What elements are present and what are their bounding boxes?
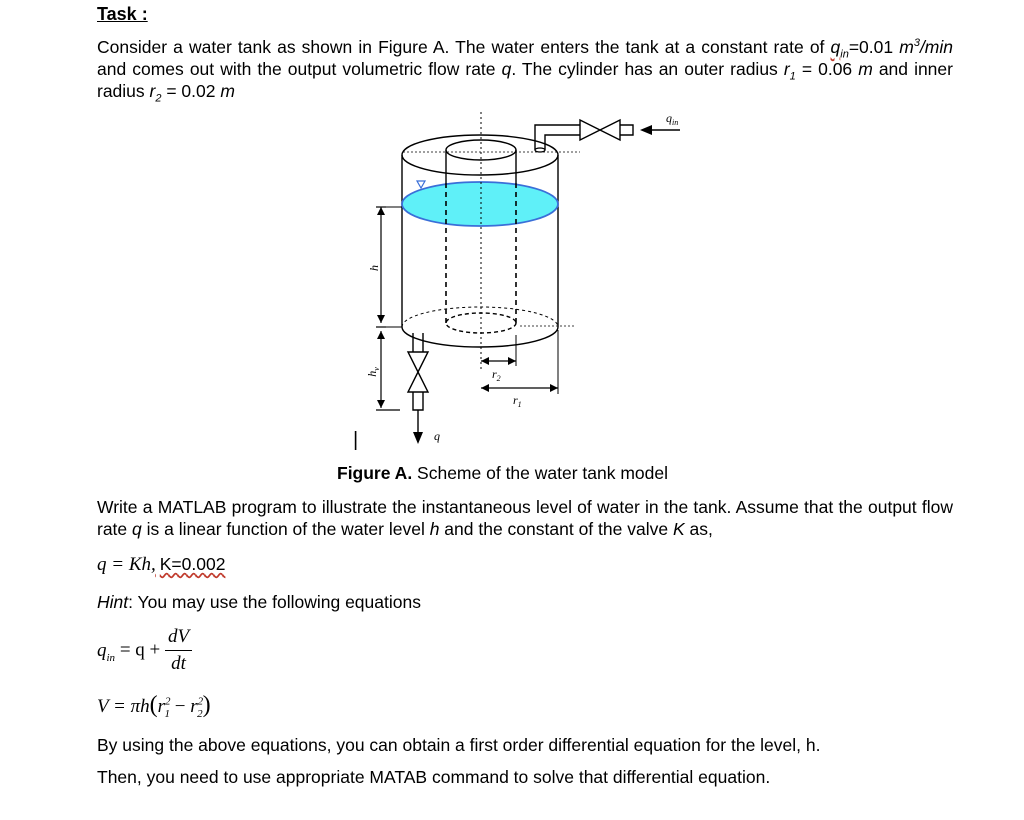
inlet-pipe-end: [620, 125, 633, 135]
tank-bottom-front: [402, 327, 558, 347]
qin-symbol: $q_{in}$: [830, 37, 849, 61]
program-text-1: Write a MATLAB program to illustrate the instantaneous level of water in the tank. Assume that the output flow rate: [97, 497, 953, 539]
program-text-4: as,: [684, 519, 713, 539]
r1-arrow-left: [481, 384, 489, 392]
eq1-separator: ,: [151, 554, 156, 575]
label-q-out: q: [434, 429, 440, 443]
hint-label: Hint: [97, 592, 129, 612]
inlet-valve: [580, 120, 620, 140]
intro-text-4: . The cylinder has an outer radius: [511, 59, 784, 79]
program-text-2: is a linear function of the water level: [141, 519, 430, 539]
eq2-mid: = q +: [115, 639, 165, 661]
r2-arrow-left: [481, 357, 489, 365]
unit-m-2: m: [220, 81, 235, 101]
intro-text-3: and comes out with the output volumetric flow rate: [97, 59, 502, 79]
tank-bottom-back: [402, 307, 558, 327]
hint-line: [97, 591, 421, 613]
eq3-lhs: V = πh: [97, 696, 150, 717]
label-r1: $r_1$: [513, 393, 522, 409]
program-text-3: and the constant of the valve: [439, 519, 673, 539]
eq1-k-value: K=0.002: [159, 554, 226, 574]
intro-paragraph: [97, 36, 953, 105]
hv-arrow-top: [377, 331, 385, 339]
figure-marker: |: [353, 429, 359, 451]
inlet-arrow-head: [640, 125, 652, 135]
eq3-r2: $r^2_2$: [190, 695, 204, 720]
program-paragraph: [97, 496, 953, 540]
outlet-arrow-head: [413, 432, 423, 444]
label-hv: $h_v$: [365, 367, 381, 377]
eq1-rhs: = Kh: [106, 554, 151, 575]
intro-text-5: = 0.06: [795, 59, 859, 79]
equation-q-kh: [97, 552, 225, 577]
figure-caption-text: Scheme of the water tank model: [412, 463, 669, 483]
eq3-minus: −: [170, 696, 191, 717]
outlet-valve: [408, 352, 428, 392]
k-symbol: K: [672, 519, 685, 539]
unit-m-1: m: [858, 59, 873, 79]
r1-arrow-right: [550, 384, 558, 392]
equation-volume: [97, 692, 211, 720]
q-symbol: q: [501, 59, 512, 79]
eq3-open-paren: (: [149, 692, 158, 718]
eq1-lhs: q: [97, 554, 107, 575]
eq2-fraction: [165, 626, 192, 675]
label-h: h: [367, 265, 381, 271]
r2-arrow-right: [508, 357, 516, 365]
flow-unit: $m^3/\min$: [899, 37, 953, 57]
intro-text-1: Consider a water tank as shown in Figure A. The water enters the tank at a constant rate of: [97, 37, 831, 57]
hint-text: : You may use the following equations: [128, 592, 421, 612]
equation-mass-balance: [97, 626, 192, 675]
intro-text-6: and inner radius: [97, 59, 953, 101]
figure-caption: [337, 462, 668, 484]
water-level-marker: [417, 181, 425, 188]
closing-line-2: Then, you need to use appropriate MATAB command to solve that differential equation.: [97, 767, 771, 787]
label-r2: $r_2$: [492, 367, 501, 383]
label-qin: $q_{in}$: [666, 111, 679, 127]
h-symbol: h: [429, 519, 440, 539]
r2-symbol: $r_2$: [149, 81, 162, 105]
h-arrow-bottom: [377, 315, 385, 323]
eq2-lhs: $q_{in}$: [97, 639, 116, 664]
r1-symbol: $r_1$: [783, 59, 796, 83]
figure-caption-label: Figure A.: [337, 463, 413, 483]
hv-arrow-bottom: [377, 400, 385, 408]
eq2-numerator: dV: [165, 626, 192, 651]
eq3-r1: $r^2_1$: [157, 695, 171, 720]
outlet-pipe-bottom: [413, 392, 423, 410]
task-title: Task :: [97, 4, 148, 24]
q-symbol-2: q: [132, 519, 142, 539]
intro-text-7: = 0.02: [161, 81, 221, 101]
outlet-pipe-top: [413, 333, 423, 352]
eq2-denominator: dt: [171, 653, 186, 674]
tank-diagram: [340, 108, 720, 454]
intro-text-2: =0.01: [848, 37, 900, 57]
eq3-close-paren: ): [202, 692, 211, 718]
water-surface: [402, 182, 558, 226]
closing-line-1: By using the above equations, you can obtain a first order differential equation for the level, h.: [97, 735, 821, 755]
h-arrow-top: [377, 207, 385, 215]
